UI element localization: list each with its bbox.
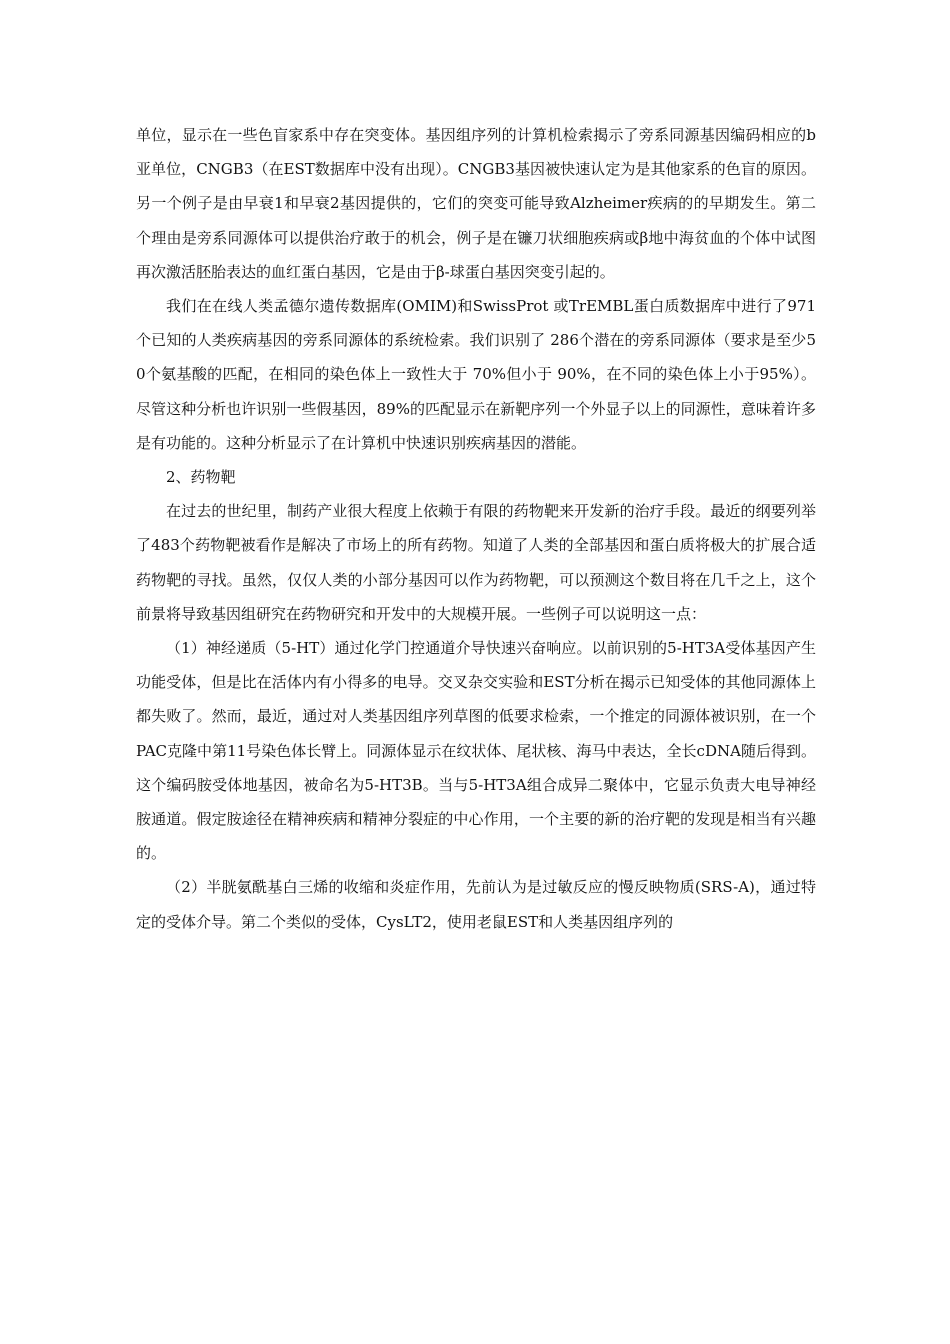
- document-body: [136, 118, 816, 939]
- paragraph-omim-search: 我们在在线人类孟德尔遗传数据库(OMIM)和SwissProt 或TrEMBL蛋白质数据库中进行了971个已知的人类疾病基因的旁系同源体的系统检索。我们识别了 286个潜在的旁系同源体（要求是至少50个氨基酸的匹配，在相同的染色体上一致性大于 70%但小于 90%，在不同的染色体上小于95%）。尽管这种分析也许识别一些假基因，89%的匹配显示在新靶序列一个外显子以上的同源性，意味着许多是有功能的。这种分析显示了在计算机中快速识别疾病基因的潜能。: [136, 297, 816, 452]
- section-heading-drug-targets: 2、药物靶: [166, 468, 236, 487]
- paragraph-example-5ht3: （1）神经递质（5-HT）通过化学门控通道介导快速兴奋响应。以前识别的5-HT3A受体基因产生功能受体，但是比在活体内有小得多的电导。交叉杂交实验和EST分析在揭示已知受体的其他同源体上都失败了。然而，最近，通过对人类基因组序列草图的低要求检索，一个推定的同源体被识别，在一个PAC克隆中第11号染色体长臂上。同源体显示在纹状体、尾状核、海马中表达，全长cDNA随后得到。这个编码胺受体地基因，被命名为5-HT3B。当与5-HT3A组合成异二聚体中，它显示负责大电导神经胺通道。假定胺途径在精神疾病和精神分裂症的中心作用，一个主要的新的治疗靶的发现是相当有兴趣的。: [136, 639, 816, 863]
- paragraph-example-cysteinyl-leukotriene: （2）半胱氨酰基白三烯的收缩和炎症作用，先前认为是过敏反应的慢反映物质(SRS-A)，通过特定的受体介导。第二个类似的受体，CysLT2，使用老鼠EST和人类基因组序列的: [136, 878, 816, 931]
- paragraph-colorblind-example: 单位，显示在一些色盲家系中存在突变体。基因组序列的计算机检索揭示了旁系同源基因编码相应的b亚单位，CNGB3（在EST数据库中没有出现）。CNGB3基因被快速认定为是其他家系的色盲的原因。另一个例子是由早衰1和早衰2基因提供的，它们的突变可能导致Alzheimer疾病的的早期发生。第二个理由是旁系同源体可以提供治疗敢于的机会，例子是在镰刀状细胞疾病或β地中海贫血的个体中试图再次激活胚胎表达的血红蛋白基因，它是由于β-球蛋白基因突变引起的。: [136, 126, 816, 281]
- paragraph-drug-targets-intro: 在过去的世纪里，制药产业很大程度上依赖于有限的药物靶来开发新的治疗手段。最近的纲要列举了483个药物靶被看作是解决了市场上的所有药物。知道了人类的全部基因和蛋白质将极大的扩展合适药物靶的寻找。虽然，仅仅人类的小部分基因可以作为药物靶，可以预测这个数目将在几千之上，这个前景将导致基因组研究在药物研究和开发中的大规模开展。一些例子可以说明这一点：: [136, 502, 816, 623]
